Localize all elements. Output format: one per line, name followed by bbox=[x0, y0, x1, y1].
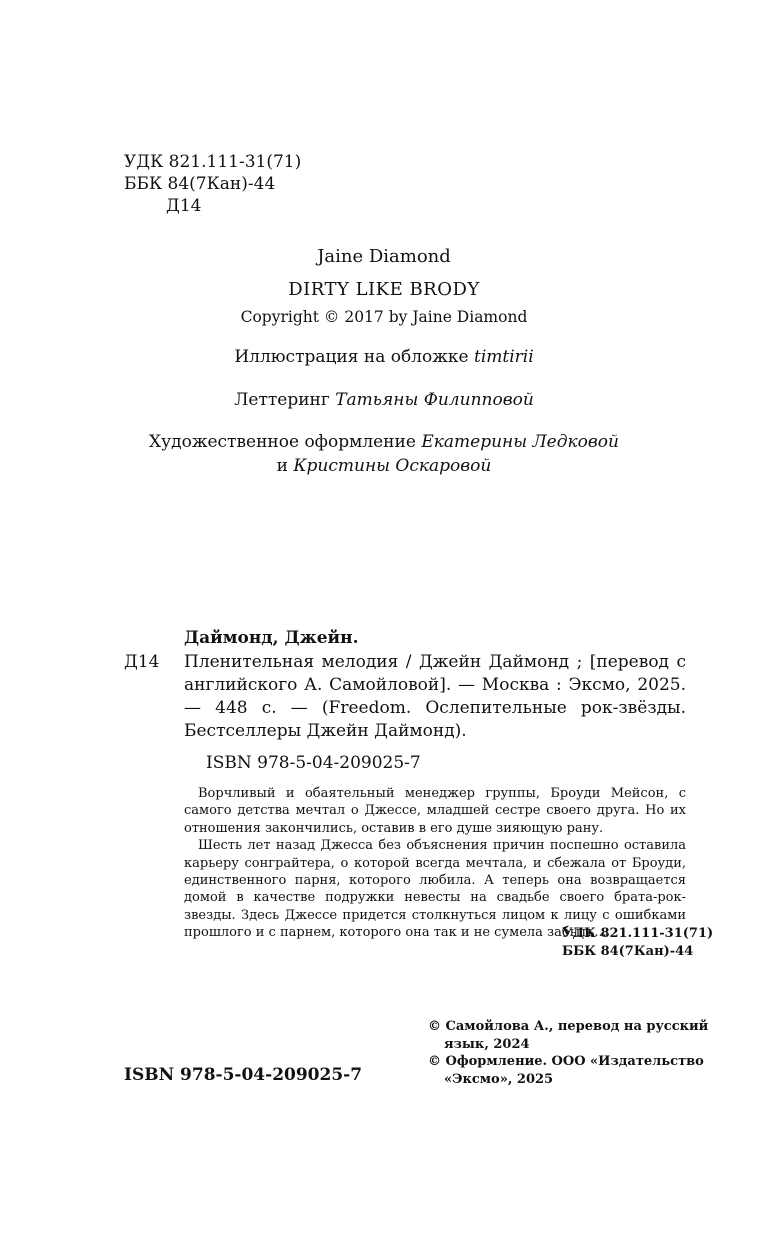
lettering-name: Татьяны Филипповой bbox=[335, 390, 534, 410]
design-name-2: Кристины Оскаровой bbox=[293, 456, 492, 476]
original-author: Jaine Diamond bbox=[317, 246, 451, 267]
author-mark-top: Д14 bbox=[166, 196, 202, 216]
annotation-paragraph-1: Ворчливый и обаятельный менеджер группы, Броуди Мейсон, с самого детства мечтал о Джессе, младшей сестре своего друга. Но их отношения закончились, оставив в его душе зияющую рану. bbox=[184, 786, 686, 836]
copyright-translation-text: © Самойлова А., перевод на русский язык, 2024 bbox=[428, 1019, 709, 1052]
catalog-author-mark: Д14 bbox=[124, 652, 160, 672]
catalog-description: Пленительная мелодия / Джейн Даймонд ; [перевод с английского А. Самойловой]. — Москва : Эксмо, 2025. — 448 с. — (Freedom. Ослепительные рок-звёзды. Бестселлеры Джейн Даймонд). bbox=[184, 652, 686, 741]
original-title: DIRTY LIKE BRODY bbox=[288, 279, 480, 300]
copyright-design bbox=[428, 1053, 714, 1088]
catalog-isbn: ISBN 978-5-04-209025-7 bbox=[206, 753, 421, 773]
illustration-label: Иллюстрация на обложке bbox=[234, 347, 474, 367]
lettering-label: Леттеринг bbox=[234, 390, 336, 410]
original-copyright: Copyright © 2017 by Jaine Diamond bbox=[240, 308, 528, 326]
copyright-translation bbox=[428, 1018, 714, 1053]
footer-isbn: ISBN 978-5-04-209025-7 bbox=[124, 1065, 363, 1085]
lettering-credit bbox=[184, 389, 584, 411]
bbk-code-top: ББК 84(7Кан)-44 bbox=[124, 174, 276, 194]
catalog-heading: Даймонд, Джейн. bbox=[184, 628, 359, 648]
udk-code-top: УДК 821.111-31(71) bbox=[124, 152, 302, 172]
bbk-code-bottom: ББК 84(7Кан)-44 bbox=[562, 944, 694, 959]
annotation bbox=[184, 785, 686, 942]
design-credit-line-2 bbox=[134, 455, 634, 477]
design-credit-line-1 bbox=[134, 431, 634, 453]
copyright-design-text: © Оформление. ООО «Издательство «Эксмо», 2025 bbox=[428, 1054, 704, 1087]
design-conjunction: и bbox=[276, 456, 294, 476]
udk-code-bottom: УДК 821.111-31(71) bbox=[562, 926, 714, 941]
annotation-paragraph-2: Шесть лет назад Джесса без объяснения причин поспешно оставила карьеру сонграйтера, о которой всегда мечтала, и сбежала от Броуди, единственного парня, которого любила. А теперь она возвращается домой в качестве подружки невесты на свадьбе своего брата-рок-звезды. Здесь Джессе придется столкнуться лицом к лицу с ошибками прошлого и с парнем, которого она так и не сумела забыть... bbox=[184, 838, 686, 941]
design-label: Художественное оформление bbox=[149, 432, 422, 452]
illustration-credit bbox=[184, 346, 584, 368]
illustration-name: timtirii bbox=[474, 347, 534, 367]
design-name-1: Екатерины Ледковой bbox=[421, 432, 619, 452]
